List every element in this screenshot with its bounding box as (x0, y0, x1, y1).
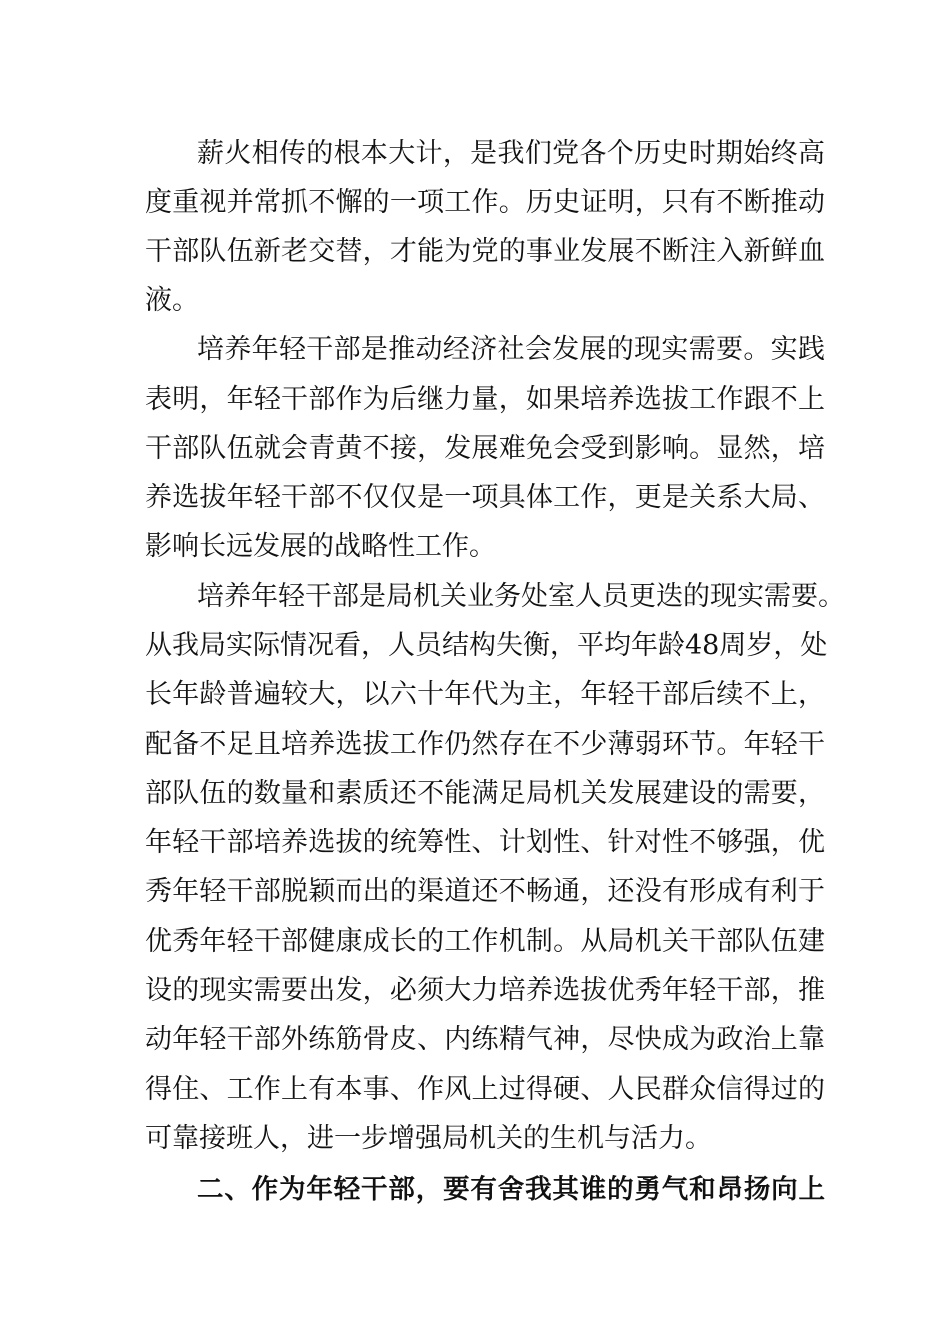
paragraph-3-line-11: 得住、工作上有本事、作风上过得硬、人民群众信得过的 (145, 1074, 825, 1105)
paragraph-3-line-8: 优秀年轻干部健康成长的工作机制。从局机关干部队伍建 (145, 926, 825, 957)
paragraph-3-line-2: 从我局实际情况看，人员结构失衡，平均年龄48周岁，处 (145, 630, 828, 661)
paragraph-3-line-5: 部队伍的数量和素质还不能满足局机关发展建设的需要， (145, 778, 825, 809)
paragraph-2-line-3: 干部队伍就会青黄不接，发展难免会受到影响。显然，培 (145, 433, 825, 464)
paragraph-1-line-1: 薪火相传的根本大计，是我们党各个历史时期始终高 (197, 138, 825, 169)
paragraph-2-line-4: 养选拔年轻干部不仅仅是一项具体工作，更是关系大局、 (145, 482, 825, 513)
paragraph-2-line-1: 培养年轻干部是推动经济社会发展的现实需要。实践 (197, 334, 825, 365)
paragraph-2-line-5: 影响长远发展的战略性工作。 (145, 531, 496, 562)
paragraph-2-line-2: 表明，年轻干部作为后继力量，如果培养选拔工作跟不上 (145, 384, 825, 415)
paragraph-3-line-7: 秀年轻干部脱颖而出的渠道还不畅通，还没有形成有利于 (145, 876, 825, 907)
paragraph-3-line-9: 设的现实需要出发，必须大力培养选拔优秀年轻干部，推 (145, 975, 825, 1006)
paragraph-1-line-4: 液。 (145, 285, 199, 316)
paragraph-3-line-3: 长年龄普遍较大，以六十年代为主，年轻干部后续不上， (145, 679, 825, 710)
paragraph-3-line-6: 年轻干部培养选拔的统筹性、计划性、针对性不够强，优 (145, 827, 825, 858)
paragraph-3-line-12: 可靠接班人，进一步增强局机关的生机与活力。 (145, 1123, 712, 1154)
paragraph-3-line-1: 培养年轻干部是局机关业务处室人员更迭的现实需要。 (197, 581, 845, 612)
paragraph-3-line-4: 配备不足且培养选拔工作仍然存在不少薄弱环节。年轻干 (145, 729, 825, 760)
section-heading-2: 二、作为年轻干部，要有舍我其谁的勇气和昂扬向上 (197, 1174, 825, 1205)
paragraph-1-line-3: 干部队伍新老交替，才能为党的事业发展不断注入新鲜血 (145, 236, 825, 267)
paragraph-1-line-2: 度重视并常抓不懈的一项工作。历史证明，只有不断推动 (145, 187, 825, 218)
paragraph-3-line-10: 动年轻干部外练筋骨皮、内练精气神，尽快成为政治上靠 (145, 1024, 825, 1055)
